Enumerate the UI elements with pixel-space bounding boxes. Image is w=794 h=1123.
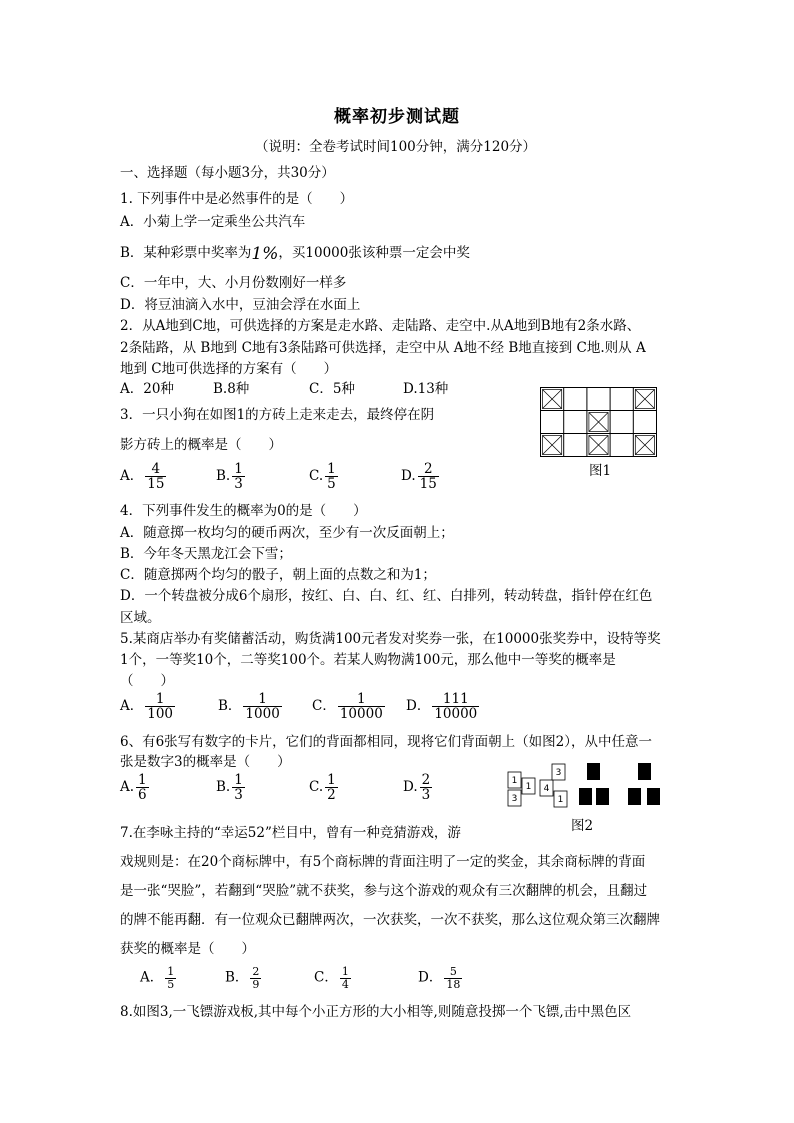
q5-option-b-fraction — [243, 692, 281, 721]
card-back-3 — [596, 788, 609, 805]
q6-c-numerator: 1 — [327, 772, 336, 788]
q7-option-c — [314, 966, 353, 990]
q6-d-denominator: 3 — [421, 787, 431, 804]
q5-option-d-fraction — [432, 692, 479, 721]
card-back-4 — [638, 763, 651, 780]
q7-a-denominator: 5 — [167, 977, 175, 991]
q3-option-b-fraction — [232, 462, 245, 491]
q3-line2: 影方砖上的概率是（ ） — [120, 437, 282, 453]
q7-b-numerator: 2 — [252, 965, 260, 978]
q5-option-b-label: B． — [218, 698, 242, 715]
q7-d-denominator: 18 — [446, 977, 461, 991]
q4-stem: 4．下列事件发生的概率为0的是（ ） — [120, 503, 367, 519]
q7-option-c-fraction — [340, 966, 351, 990]
q7-option-a-label: A． — [140, 969, 164, 986]
q5-option-d-label: D． — [406, 698, 431, 715]
q5-b-numerator: 1 — [258, 691, 267, 707]
q3-option-c-label: C. — [309, 468, 324, 485]
q7-line3: 是一张“哭脸”，若翻到“哭脸”就不获奖，参与这个游戏的观众有三次翻牌的机会，且翻过 — [120, 883, 648, 899]
q3-option-a — [120, 462, 168, 491]
q6-option-b-fraction — [232, 773, 245, 802]
shaded-tile — [543, 436, 562, 455]
q6-option-a-label: A. — [120, 779, 135, 796]
q6-option-d-label: D. — [403, 779, 418, 796]
q1-option-b — [120, 244, 470, 263]
q6-line1: 6、有6张写有数字的卡片，它们的背面都相同，现将它们背面朝上（如图2），从中任意一 — [120, 734, 653, 750]
q5-line1: 5.某商店举办有奖储蓄活动，购货满100元者发对奖券一张，在10000张奖券中，设特等奖 — [120, 631, 661, 647]
q7-a-numerator: 1 — [167, 965, 175, 978]
q6-c-denominator: 2 — [327, 787, 336, 804]
q1-option-c: C．一年中，大、小月份数刚好一样多 — [120, 275, 347, 291]
q6-option-c-fraction — [325, 773, 338, 802]
q5-c-numerator: 1 — [357, 691, 366, 707]
q2-option-a: A．20种 — [120, 381, 174, 397]
q4-option-b: B．今年冬天黑龙江会下雪； — [120, 546, 292, 562]
q5-a-denominator: 100 — [147, 706, 174, 723]
q3-a-numerator: 4 — [151, 461, 161, 477]
shaded-tile — [589, 436, 608, 455]
card-back-6 — [647, 788, 660, 805]
card-number-3: 3 — [511, 794, 518, 804]
q3-option-c — [309, 462, 340, 491]
q6-option-c-label: C. — [309, 779, 324, 796]
q2-line3: 地到 C地可供选择的方案有（ ） — [120, 361, 338, 377]
card-number-4: 4 — [543, 784, 550, 794]
q1-option-b-post: ，买10000张该种票一定会中奖 — [278, 245, 470, 261]
shaded-tile — [543, 390, 562, 409]
q1-stem: 1. 下列事件中是必然事件的是（ ） — [120, 191, 354, 207]
q3-option-d-fraction — [418, 462, 439, 491]
q7-c-numerator: 1 — [341, 965, 349, 978]
q2-option-d: D.13种 — [403, 381, 449, 397]
q4-option-a: A．随意掷一枚均匀的硬币两次，至少有一次反面朝上； — [120, 525, 454, 541]
q5-option-a-fraction — [145, 692, 175, 721]
q2-option-b: B.8种 — [213, 381, 250, 397]
q1-option-b-percent: 1% — [251, 244, 279, 264]
q5-option-c-label: C． — [312, 698, 336, 715]
q2-line2: 2条陆路，从 B地到 C地有3条陆路可供选择，走空中从 A地不经 B地直接到 C地.则从 A — [120, 340, 646, 356]
q7-option-d-fraction — [444, 966, 462, 990]
figure1-caption: 图1 — [589, 463, 612, 479]
q7-option-d-label: D． — [418, 969, 443, 986]
q7-option-b — [225, 966, 263, 990]
q6-b-denominator: 3 — [234, 787, 243, 804]
q5-option-b — [218, 692, 284, 721]
q6-option-b — [216, 773, 247, 802]
figure1-tile-grid — [540, 387, 660, 459]
q6-a-denominator: 6 — [138, 787, 147, 804]
q3-b-numerator: 1 — [234, 461, 243, 477]
q6-option-b-label: B. — [216, 779, 231, 796]
q3-option-b — [216, 462, 247, 491]
q7-option-b-fraction — [250, 966, 261, 990]
q3-option-a-label: A． — [120, 468, 144, 485]
q5-option-c-fraction — [338, 692, 385, 721]
q4-option-d-line1: D．一个转盘被分成6个扇形，按红、白、白、红、红、白排列，转动转盘，指针停在红色 — [120, 588, 653, 604]
q7-b-denominator: 9 — [252, 977, 260, 991]
card-back-2 — [579, 788, 592, 805]
q7-option-a-fraction — [165, 966, 176, 990]
q3-option-d — [401, 462, 441, 491]
figure2-cards — [505, 760, 665, 816]
q5-option-a-label: A． — [120, 698, 144, 715]
shaded-tile — [635, 436, 654, 455]
q8-line1: 8.如图3,一飞镖游戏板,其中每个小正方形的大小相等,则随意投掷一个飞镖,击中黑色区 — [120, 1004, 632, 1020]
q3-a-denominator: 15 — [147, 476, 165, 493]
q3-option-a-fraction — [145, 462, 166, 491]
q3-option-d-label: D. — [401, 468, 416, 485]
q3-option-c-fraction — [325, 462, 338, 491]
q6-option-c — [309, 773, 340, 802]
q6-option-d-fraction — [420, 773, 433, 802]
q7-option-d — [418, 966, 464, 990]
q5-a-numerator: 1 — [155, 691, 165, 707]
q5-c-denominator: 10000 — [339, 706, 383, 723]
q5-b-denominator: 1000 — [245, 706, 280, 723]
card-number-5: 3 — [555, 768, 562, 778]
card-back-1 — [587, 763, 600, 780]
section-heading: 一、选择题（每小题3分，共30分） — [120, 165, 335, 181]
q7-d-numerator: 5 — [449, 965, 457, 978]
q6-b-numerator: 1 — [234, 772, 243, 788]
q1-option-a: A．小菊上学一定乘坐公共汽车 — [120, 214, 306, 230]
q7-c-denominator: 4 — [341, 977, 349, 991]
q6-option-d — [403, 773, 434, 802]
q5-option-c — [312, 692, 387, 721]
q7-line1: 7.在李咏主持的“幸运52”栏目中，曾有一种竞猜游戏，游 — [120, 825, 461, 841]
q3-d-denominator: 15 — [419, 476, 437, 493]
q3-b-denominator: 3 — [234, 476, 243, 493]
page-title: 概率初步测试题 — [334, 107, 460, 127]
card-number-1: 1 — [511, 776, 518, 786]
q7-option-a — [140, 966, 178, 990]
shaded-tile — [589, 413, 608, 432]
q6-a-numerator: 1 — [138, 772, 147, 788]
q2-line1: 2．从A地到C地，可供选择的方案是走水路、走陆路、走空中.从A地到B地有2条水路、 — [120, 318, 641, 334]
q5-d-numerator: 111 — [442, 691, 469, 707]
q3-option-b-label: B. — [216, 468, 231, 485]
q3-c-numerator: 1 — [327, 461, 336, 477]
figure2-caption: 图2 — [571, 818, 594, 834]
q3-line1: 3．一只小狗在如图1的方砖上走来走去，最终停在阴 — [120, 407, 435, 423]
card-number-6: 1 — [557, 795, 564, 805]
q7-option-c-label: C． — [314, 969, 338, 986]
q6-d-numerator: 2 — [421, 772, 431, 788]
q7-line5: 获奖的概率是（ ） — [120, 941, 255, 957]
q1-option-b-pre: B．某种彩票中奖率为 — [120, 245, 252, 261]
q3-d-numerator: 2 — [423, 461, 433, 477]
shaded-tile — [635, 390, 654, 409]
q5-option-d — [406, 692, 481, 721]
q5-option-a — [120, 692, 177, 721]
q3-c-denominator: 5 — [327, 476, 336, 493]
q5-line3: （ ） — [120, 673, 174, 689]
card-back-5 — [628, 788, 641, 805]
q6-option-a — [120, 773, 151, 802]
card-number-2: 1 — [525, 782, 532, 792]
q2-option-c: C．5种 — [309, 381, 355, 397]
q7-line2: 戏规则是：在20个商标牌中，有5个商标牌的背面注明了一定的奖金，其余商标牌的背面 — [120, 854, 646, 870]
exam-note: （说明：全卷考试时间100分钟，满分120分） — [255, 139, 537, 155]
q7-line4: 的牌不能再翻．有一位观众已翻牌两次，一次获奖，一次不获奖，那么这位观众第三次翻牌 — [120, 912, 660, 928]
q4-option-d-line2: 区域。 — [120, 610, 161, 626]
q1-option-d: D．将豆油滴入水中，豆油会浮在水面上 — [120, 297, 361, 313]
q5-line2: 1个，一等奖10个，二等奖100个。若某人购物满100元，那么他中一等奖的概率是 — [120, 652, 616, 668]
q6-option-a-fraction — [136, 773, 149, 802]
q6-line2: 张是数字3的概率是（ ） — [120, 754, 291, 770]
q4-option-c: C．随意掷两个均匀的骰子，朝上面的点数之和为1； — [120, 567, 436, 583]
q7-option-b-label: B． — [225, 969, 249, 986]
q5-d-denominator: 10000 — [434, 706, 478, 723]
